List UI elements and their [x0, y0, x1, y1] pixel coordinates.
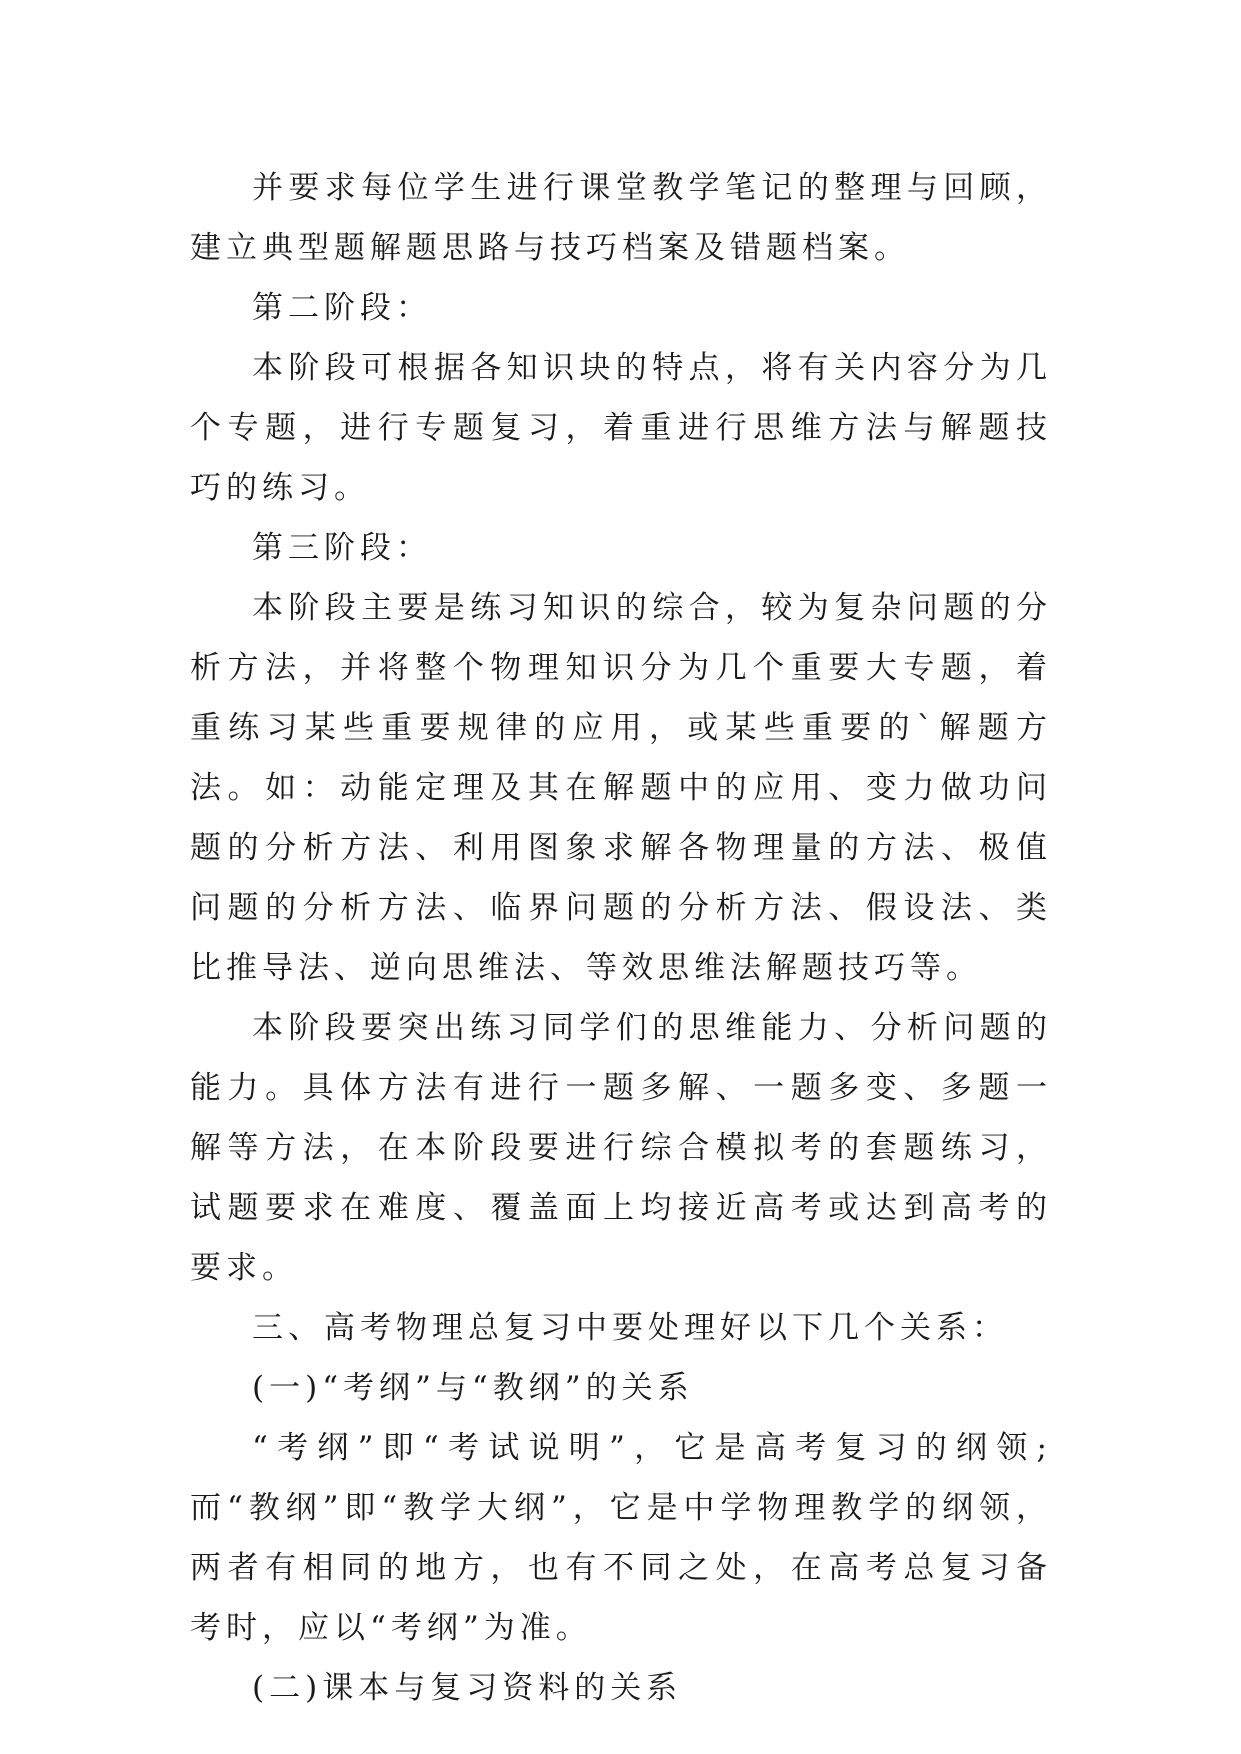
heading-stage-three: 第三阶段： — [252, 530, 432, 566]
heading-relationships: 三、高考物理总复习中要处理好以下几个关系： — [252, 1310, 1008, 1346]
paragraph-syllabus: “考纲”即“考试说明”，它是高考复习的纲领;而“教纲”即“教学大纲”，它是中学物理教学的纲领，两者有相同的地方，也有不同之处，在高考总复习备考时，应以“考纲”为准。 — [190, 1430, 1052, 1646]
paragraph-stage-three: 本阶段主要是练习知识的综合，较为复杂问题的分析方法，并将整个物理知识分为几个重要大专题，着重练习某些重要规律的应用，或某些重要的`解题方法。如：动能定理及其在解题中的应用、变力做功问题的分析方法、利用图象求解各物理量的方法、极值问题的分析方法、临界问题的分析方法、假设法、类比推导法、逆向思维法、等效思维法解题技巧等。 — [190, 590, 1052, 986]
subheading-textbook: (二)课本与复习资料的关系 — [252, 1670, 683, 1706]
paragraph-stage-two: 本阶段可根据各知识块的特点，将有关内容分为几个专题，进行专题复习，着重进行思维方法与解题技巧的练习。 — [190, 350, 1052, 506]
paragraph-study-notes: 并要求每位学生进行课堂教学笔记的整理与回顾，建立典型题解题思路与技巧档案及错题档案。 — [190, 170, 1052, 266]
subheading-syllabus: (一)“考纲”与“教纲”的关系 — [252, 1370, 694, 1406]
body-text — [190, 158, 1052, 1718]
heading-stage-two: 第二阶段： — [252, 290, 432, 326]
paragraph-stage-three-focus: 本阶段要突出练习同学们的思维能力、分析问题的能力。具体方法有进行一题多解、一题多变、多题一解等方法，在本阶段要进行综合模拟考的套题练习，试题要求在难度、覆盖面上均接近高考或达到高考的要求。 — [190, 1010, 1052, 1286]
